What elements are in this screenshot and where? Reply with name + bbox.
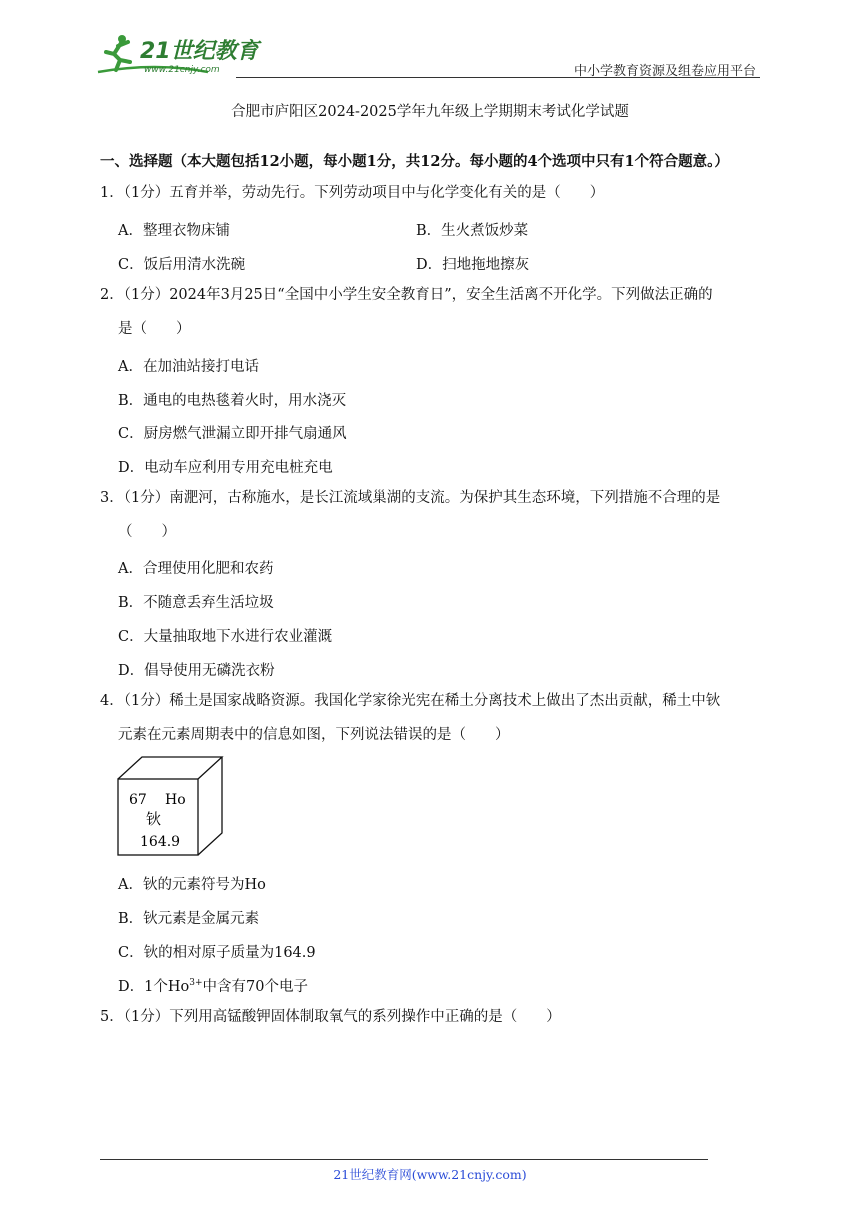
platform-name: 中小学教育资源及组卷应用平台 xyxy=(573,64,756,79)
q3-option-a: A．合理使用化肥和农药 xyxy=(118,561,274,577)
q3-option-d: D．倡导使用无磷洗衣粉 xyxy=(118,663,275,679)
q4-option-d-suffix: 中含有70个电子 xyxy=(202,979,308,995)
question-1: 1．（1分）五育并举，劳动先行。下列劳动项目中与化学变化有关的是（ ） xyxy=(100,185,605,201)
logo-text: 21世纪教育 xyxy=(140,39,259,64)
q4-option-d-prefix: D．1个Ho xyxy=(118,979,190,995)
logo-url: www.21cnjy.com xyxy=(144,65,220,75)
q3-option-c: C．大量抽取地下水进行农业灌溉 xyxy=(118,629,333,645)
q1-option-c: C．饭后用清水洗碗 xyxy=(118,257,246,273)
q1-option-d: D．扫地拖地擦灰 xyxy=(416,257,530,273)
question-4: 4．（1分）稀土是国家战略资源。我国化学家徐光宪在稀土分离技术上做出了杰出贡献，稀土中钬 xyxy=(100,693,721,709)
exam-title: 合肥市庐阳区2024-2025学年九年级上学期期末考试化学试题 xyxy=(231,104,629,120)
footer-divider xyxy=(100,1159,708,1160)
element-card xyxy=(116,755,226,859)
question-2-cont: 是（ ） xyxy=(118,321,191,337)
q3-option-b: B．不随意丢弃生活垃圾 xyxy=(118,595,274,611)
page-header xyxy=(0,0,860,80)
q4-option-a: A．钬的元素符号为Ho xyxy=(118,877,266,893)
q1-option-b: B．生火煮饭炒菜 xyxy=(416,223,529,239)
q2-option-a: A．在加油站接打电话 xyxy=(118,359,259,375)
q2-option-d: D．电动车应利用专用充电桩充电 xyxy=(118,460,333,476)
q4-option-d xyxy=(118,975,308,996)
question-3: 3．（1分）南淝河，古称施水，是长江流域巢湖的支流。为保护其生态环境，下列措施不合理的是 xyxy=(100,490,721,506)
q4-option-d-charge: 3+ xyxy=(189,978,203,989)
question-5: 5．（1分）下列用高锰酸钾固体制取氧气的系列操作中正确的是（ ） xyxy=(100,1009,561,1025)
q1-option-a: A．整理衣物床铺 xyxy=(118,223,230,239)
question-3-cont: （ ） xyxy=(118,524,176,540)
section-heading: 一、选择题（本大题包括12小题，每小题1分，共12分。每小题的4个选项中只有1个符合题意。） xyxy=(100,153,729,170)
question-2: 2．（1分）2024年3月25日“全国中小学生安全教育日”，安全生活离不开化学。下列做法正确的 xyxy=(100,287,713,303)
q2-option-c: C．厨房燃气泄漏立即开排气扇通风 xyxy=(118,426,347,442)
element-symbol: Ho xyxy=(165,792,186,808)
element-name: 钬 xyxy=(146,810,162,828)
footer-link[interactable]: 21世纪教育网(www.21cnjy.com) xyxy=(333,1167,527,1182)
q4-option-b: B．钬元素是金属元素 xyxy=(118,911,260,927)
header-divider xyxy=(236,77,760,78)
site-logo xyxy=(96,32,266,78)
element-number: 67 xyxy=(129,792,147,808)
question-4-cont: 元素在元素周期表中的信息如图，下列说法错误的是（ ） xyxy=(118,727,510,743)
q2-option-b: B．通电的电热毯着火时，用水浇灭 xyxy=(118,393,347,409)
element-mass: 164.9 xyxy=(140,834,181,850)
q4-option-c: C．钬的相对原子质量为164.9 xyxy=(118,945,316,961)
